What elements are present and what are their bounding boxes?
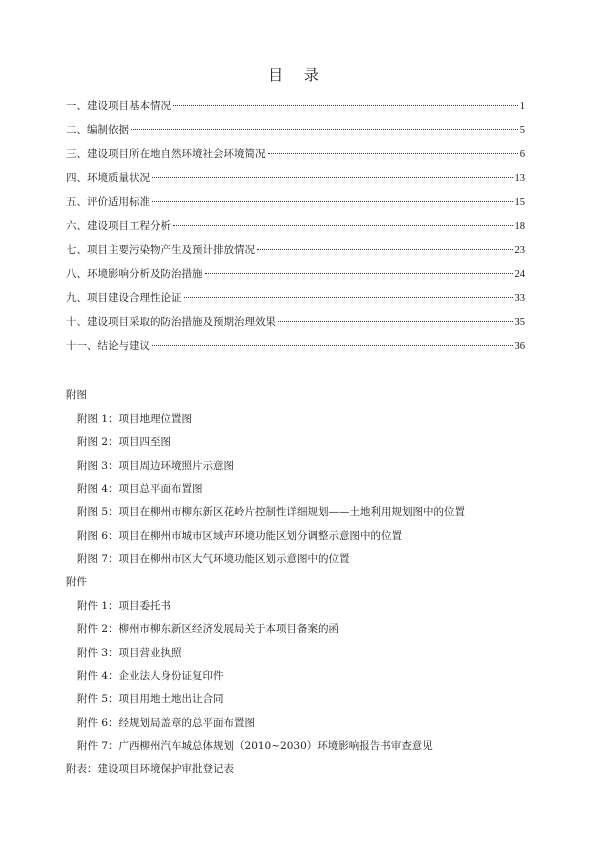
toc-entry-label: 二、编制依据 <box>66 124 129 136</box>
toc-entry[interactable] <box>66 147 525 171</box>
figure-item[interactable]: 附图 6：项目在柳州市城市区域声环境功能区划分调整示意图中的位置 <box>77 530 403 542</box>
attachment-item[interactable]: 附件 3：项目营业执照 <box>77 647 182 659</box>
toc-leader <box>152 201 513 202</box>
toc-entry[interactable] <box>66 99 525 123</box>
figure-item[interactable]: 附图 7：项目在柳州市区大气环境功能区划示意图中的位置 <box>77 553 350 565</box>
figure-item[interactable]: 附图 2：项目四至图 <box>77 436 172 448</box>
attachment-item[interactable]: 附件 6：经规划局盖章的总平面布置图 <box>77 717 256 729</box>
attachments-heading: 附件 <box>66 576 87 588</box>
attachment-item[interactable]: 附件 5：项目用地土地出让合同 <box>77 693 224 705</box>
toc-entry[interactable] <box>66 219 525 243</box>
toc-leader <box>152 177 513 178</box>
toc-page-number: 15 <box>514 197 525 208</box>
toc-leader <box>205 273 513 274</box>
toc-entry-label: 九、项目建设合理性论证 <box>66 292 182 304</box>
toc-entry-label: 三、建设项目所在地自然环境社会环境简况 <box>66 148 266 160</box>
toc-page-number: 13 <box>514 173 525 184</box>
toc-leader <box>184 297 513 298</box>
figure-item[interactable]: 附图 3：项目周边环境照片示意图 <box>77 460 235 472</box>
toc-leader <box>257 249 513 250</box>
attachment-item[interactable]: 附件 2：柳州市柳东新区经济发展局关于本项目备案的函 <box>77 623 340 635</box>
attachment-item[interactable]: 附件 7：广西柳州汽车城总体规划（2010~2030）环境影响报告书审查意见 <box>77 740 433 752</box>
attachment-item[interactable]: 附件 4：企业法人身份证复印件 <box>77 670 224 682</box>
toc-entry-label: 一、建设项目基本情况 <box>66 100 171 112</box>
toc-page-number: 33 <box>514 293 525 304</box>
toc-leader <box>173 225 513 226</box>
toc-entry-label: 四、环境质量状况 <box>66 172 150 184</box>
toc-leader <box>173 105 518 106</box>
toc-page-number: 1 <box>519 101 525 112</box>
toc-entry-label: 十、建设项目采取的防治措施及预期治理效果 <box>66 316 276 328</box>
toc-entry[interactable] <box>66 171 525 195</box>
toc-page-number: 23 <box>514 245 525 256</box>
toc-entry[interactable] <box>66 243 525 267</box>
toc-leader <box>131 129 518 130</box>
toc-entry[interactable] <box>66 291 525 315</box>
toc-page-number: 24 <box>514 269 525 280</box>
toc-entry-label: 六、建设项目工程分析 <box>66 220 171 232</box>
toc-leader <box>268 153 518 154</box>
toc-entry[interactable] <box>66 339 525 363</box>
figure-item[interactable]: 附图 4：项目总平面布置图 <box>77 483 203 495</box>
toc-entry-label: 八、环境影响分析及防治措施 <box>66 268 203 280</box>
table-of-contents <box>66 99 525 363</box>
toc-entry[interactable] <box>66 315 525 339</box>
toc-leader <box>278 321 513 322</box>
toc-entry-label: 十一、结论与建议 <box>66 340 150 352</box>
toc-page-number: 6 <box>519 149 525 160</box>
toc-entry-label: 五、评价适用标准 <box>66 196 150 208</box>
figure-item[interactable]: 附图 1：项目地理位置图 <box>77 413 193 425</box>
figures-heading: 附图 <box>66 389 87 401</box>
toc-entry[interactable] <box>66 267 525 291</box>
toc-page-number: 18 <box>514 221 525 232</box>
toc-page-number: 35 <box>514 317 525 328</box>
toc-entry-label: 七、项目主要污染物产生及预计排放情况 <box>66 244 255 256</box>
table-appendix[interactable]: 附表：建设项目环境保护审批登记表 <box>66 763 234 775</box>
toc-page-number: 36 <box>514 341 525 352</box>
toc-entry[interactable] <box>66 195 525 219</box>
page-title: 目 录 <box>268 66 327 84</box>
figure-item[interactable]: 附图 5：项目在柳州市柳东新区花岭片控制性详细规划——土地利用规划图中的位置 <box>77 506 466 518</box>
toc-entry[interactable] <box>66 123 525 147</box>
toc-leader <box>152 345 513 346</box>
attachment-item[interactable]: 附件 1：项目委托书 <box>77 600 172 612</box>
toc-page-number: 5 <box>519 125 525 136</box>
